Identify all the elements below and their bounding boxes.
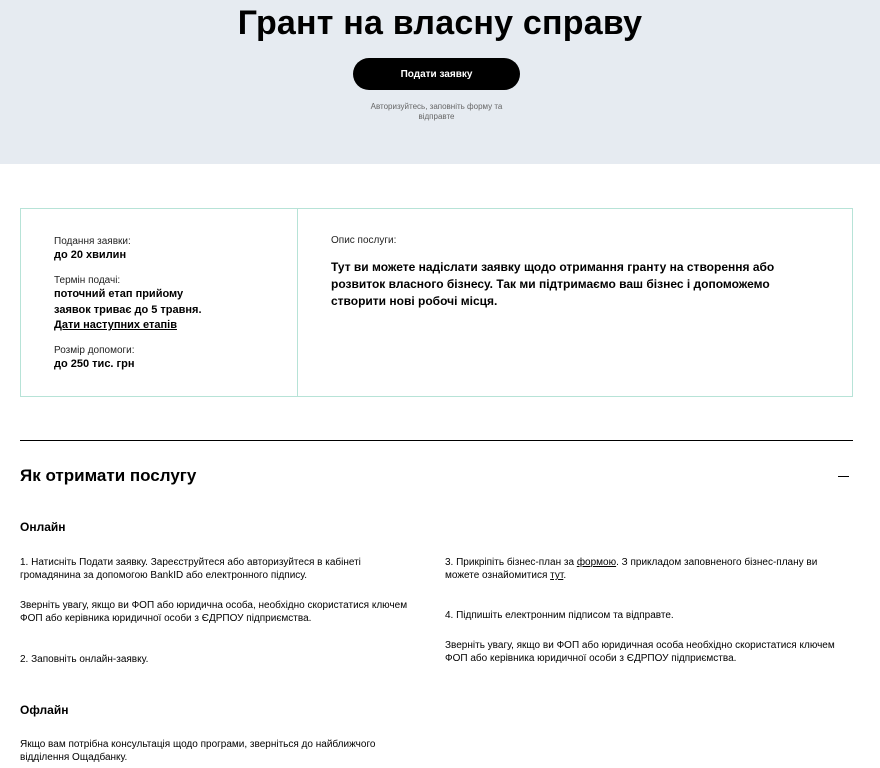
business-plan-form-link[interactable]: формою <box>576 557 617 568</box>
step-3-text-end: . <box>563 570 567 581</box>
collapse-icon[interactable] <box>836 468 852 484</box>
deadline-value-line2: заявок триває до 5 травня. <box>54 304 202 316</box>
step-3-text-middle: . З прикладом заповненого бізнес-плану ви можете ознайомитися <box>445 557 818 581</box>
service-facts <box>21 209 298 396</box>
online-heading: Онлайн <box>20 520 66 534</box>
description-text: Тут ви можете надіслати заявку щодо отримання гранту на створення або розвиток власного бізнесу. Так ми підтримаємо ваш бізнес і допоможемо створити нові робочі місця. <box>331 260 775 308</box>
apply-hint: Авторизуйтесь, заповніть форму та відправте <box>370 102 503 121</box>
step-3-text-start: 3. Прикріпіть бізнес-план за <box>445 557 577 568</box>
how-to-title: Як отримати послугу <box>20 466 197 485</box>
description-label: Опис послуги: <box>331 235 397 246</box>
step-2: 2. Заповніть онлайн-заявку. <box>20 654 149 665</box>
step-3 <box>445 556 845 582</box>
step-1: 1. Натисніть Подати заявку. Зареєструйтеся або авторизуйтеся в кабінеті громадянина за допомогою BankID або електронного підпису. <box>20 557 361 581</box>
step-1-note: Зверніть увагу, якщо ви ФОП або юридична особа, необхідно скористатися ключем ФОП або керівника юридичної особи з ЄДРПОУ підприємства. <box>20 600 408 624</box>
offline-heading: Офлайн <box>20 703 69 717</box>
business-plan-example-link[interactable]: тут <box>550 570 564 581</box>
deadline-label: Термін подачі: <box>54 275 121 286</box>
step-4-note: Зверніть увагу, якщо ви ФОП або юридичная особа необхідно скористатися ключем ФОП або керівника юридичної особи з ЄДРПОУ підприємства. <box>445 640 835 664</box>
next-stages-link[interactable]: Дати наступних етапів <box>54 319 177 331</box>
page-title: Грант на власну справу <box>237 4 643 42</box>
submission-value: до 20 хвилин <box>54 249 127 261</box>
deadline-value-line1: поточний етап прийому <box>54 288 184 300</box>
submission-label: Подання заявки: <box>54 236 131 247</box>
step-4: 4. Підпишіть електронним підписом та відправте. <box>445 610 674 621</box>
offline-text: Якщо вам потрібна консультація щодо програми, зверніться до найближчого відділення Ощадбанку. <box>20 739 376 763</box>
section-divider <box>20 440 853 441</box>
service-info-card <box>20 208 853 397</box>
amount-label: Розмір допомоги: <box>54 345 135 356</box>
amount-value: до 250 тис. грн <box>54 358 135 370</box>
apply-button[interactable]: Подати заявку <box>353 58 520 90</box>
hero-banner <box>0 0 880 164</box>
